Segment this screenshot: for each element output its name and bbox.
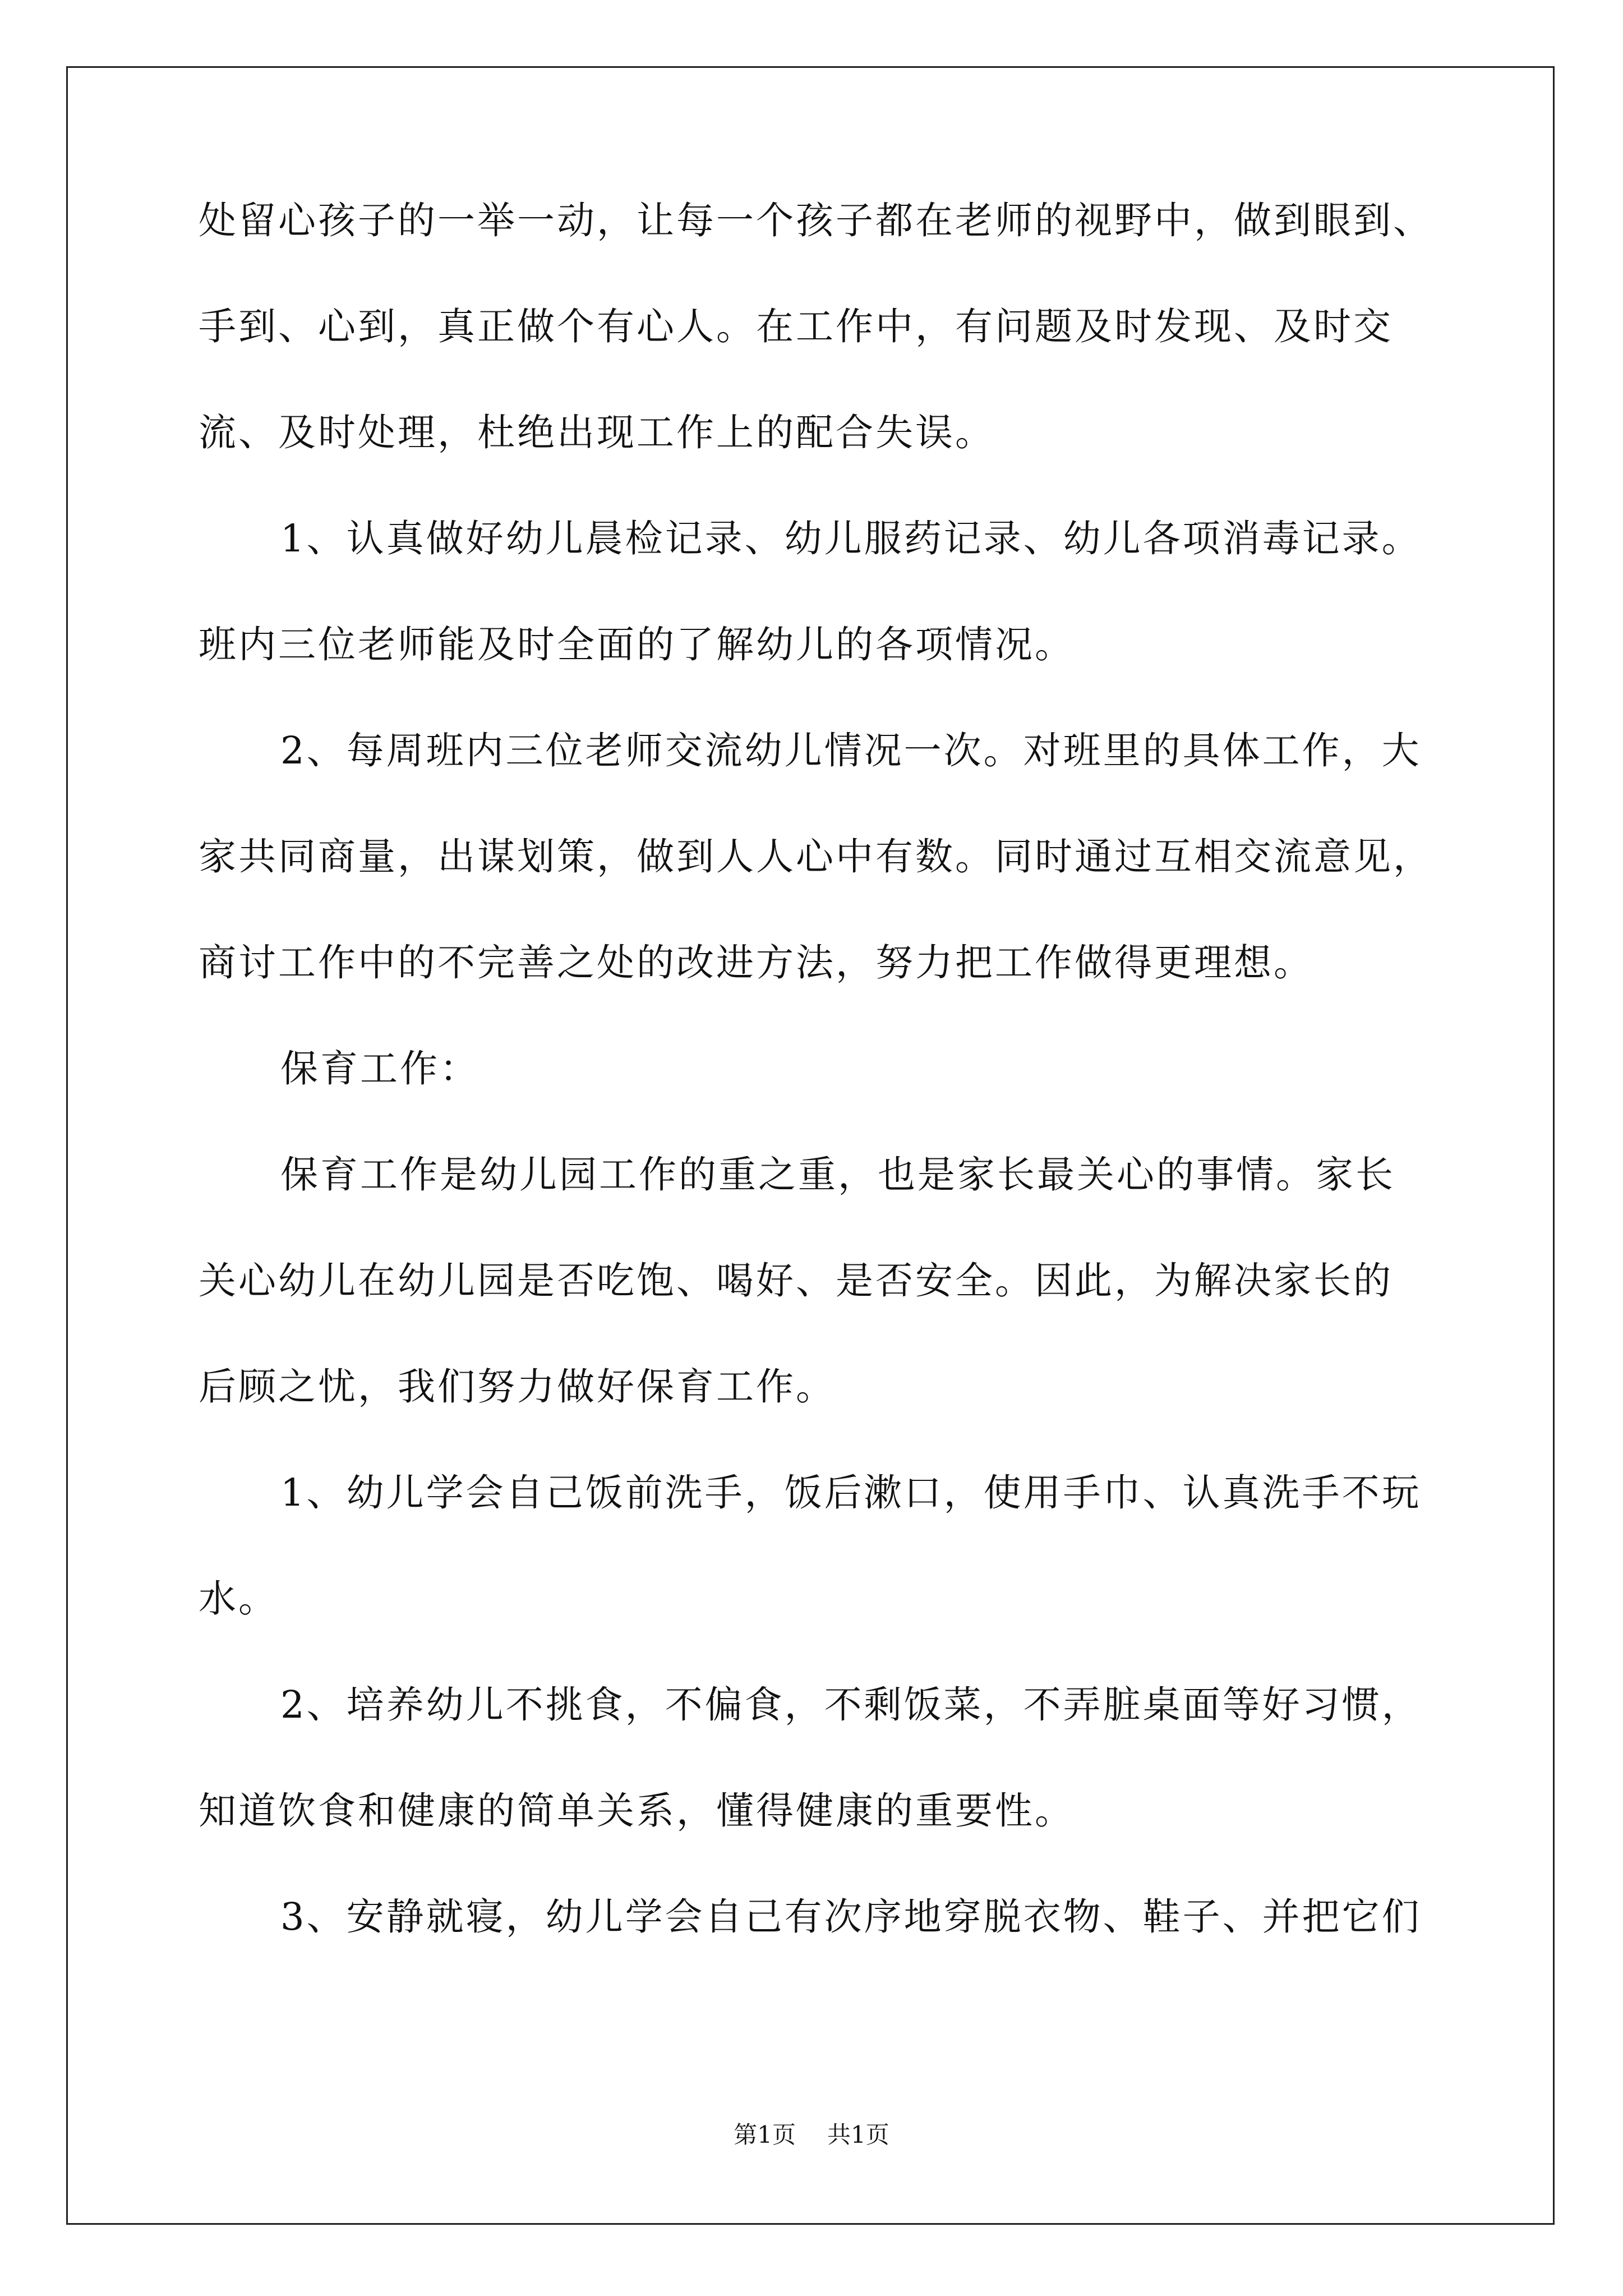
text-line: 商讨工作中的不完善之处的改进方法，努力把工作做得更理想。 xyxy=(199,941,1313,984)
text-line: 1、幼儿学会自己饭前洗手，饭后漱口，使用手巾、认真洗手不玩 xyxy=(280,1471,1422,1515)
text-line: 班内三位老师能及时全面的了解幼儿的各项情况。 xyxy=(199,623,1075,666)
section-heading: 保育工作： xyxy=(280,1047,479,1091)
text-line: 处留心孩子的一举一动，让每一个孩子都在老师的视野中，做到眼到、 xyxy=(199,199,1433,242)
text-line: 1、认真做好幼儿晨检记录、幼儿服药记录、幼儿各项消毒记录。 xyxy=(280,517,1422,560)
text-line: 关心幼儿在幼儿园是否吃饱、喝好、是否安全。因此，为解决家长的 xyxy=(199,1259,1393,1303)
document-body xyxy=(199,194,1455,1944)
text-line: 后顾之忧，我们努力做好保育工作。 xyxy=(199,1365,836,1409)
text-line: 家共同商量，出谋划策，做到人人心中有数。同时通过互相交流意见， xyxy=(199,835,1433,878)
text-line: 水。 xyxy=(199,1577,278,1621)
text-line: 保育工作是幼儿园工作的重之重，也是家长最关心的事情。家长 xyxy=(280,1153,1395,1197)
text-line: 知道饮食和健康的简单关系，懂得健康的重要性。 xyxy=(199,1789,1075,1833)
text-line: 流、及时处理，杜绝出现工作上的配合失误。 xyxy=(199,411,995,454)
page-total: 共1页 xyxy=(827,2121,889,2148)
text-line: 2、每周班内三位老师交流幼儿情况一次。对班里的具体工作，大 xyxy=(280,729,1422,772)
text-line: 3、安静就寝，幼儿学会自己有次序地穿脱衣物、鞋子、并把它们 xyxy=(280,1895,1422,1939)
page-number: 第1页 xyxy=(734,2121,796,2148)
text-line: 2、培养幼儿不挑食，不偏食，不剩饭菜，不弄脏桌面等好习惯， xyxy=(280,1683,1422,1727)
text-line: 手到、心到，真正做个有心人。在工作中，有问题及时发现、及时交 xyxy=(199,305,1393,348)
page-footer xyxy=(0,2119,1623,2151)
